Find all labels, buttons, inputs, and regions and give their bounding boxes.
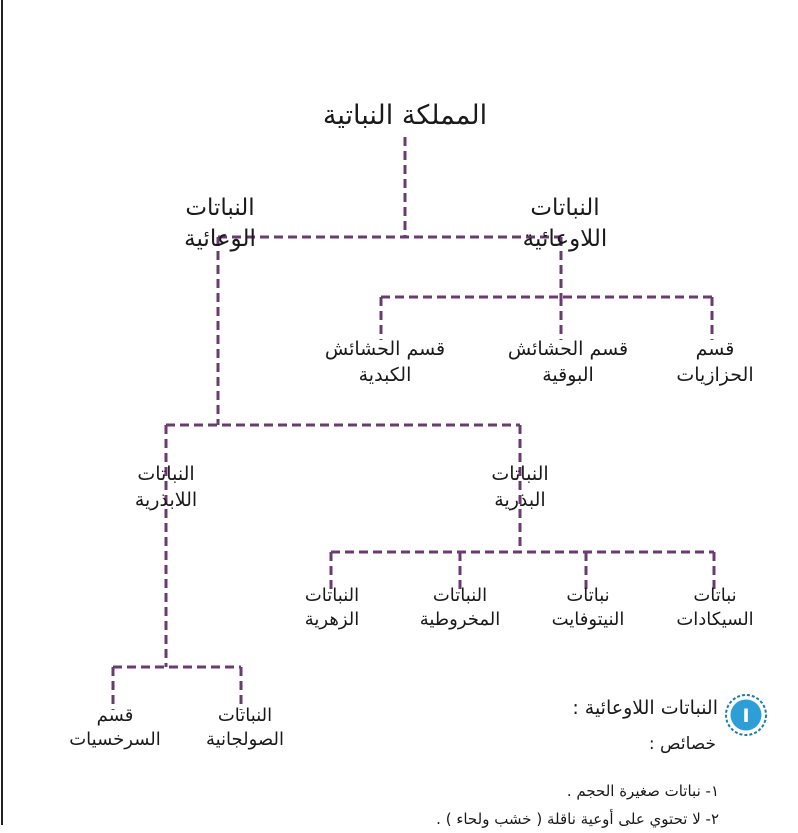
vascular-plants-label: النباتات الوعائية (184, 195, 256, 253)
ferns-label: قسم السرخسيات (69, 705, 161, 751)
nonvascular-plants-label: النباتات اللاوعائية (522, 195, 608, 253)
info-subtitle: خصائص : (648, 734, 716, 754)
root-label: المملكة النباتية (322, 100, 488, 131)
flowering-plants-label: النباتات الزهرية (304, 585, 360, 631)
list-item: ٢- لا تحتوي على أوعية ناقلة ( خشب ولحاء ) . (436, 810, 719, 828)
cycads-label: نباتات السيكادات (676, 585, 754, 631)
info-badge-icon (724, 693, 768, 737)
list-item: ١- نباتات صغيرة الحجم . (566, 782, 719, 800)
seed-plants-label: النباتات البذرية (491, 463, 549, 511)
club-mosses-label: النباتات الصولجانية (205, 705, 285, 751)
liverworts-label: قسم الحشائش الكبدية (324, 338, 446, 386)
mosses-label: قسم الحزازيات (676, 338, 754, 386)
info-title: النباتات اللاوعائية : (572, 697, 718, 719)
seedless-plants-label: النباتات اللابذرية (134, 463, 198, 511)
gnetophytes-label: نباتات النيتوفايت (551, 585, 625, 631)
hornworts-label: قسم الحشائش البوقية (507, 338, 629, 386)
info-badge-text: I (742, 705, 750, 727)
conifers-label: النباتات المخروطية (419, 585, 501, 631)
